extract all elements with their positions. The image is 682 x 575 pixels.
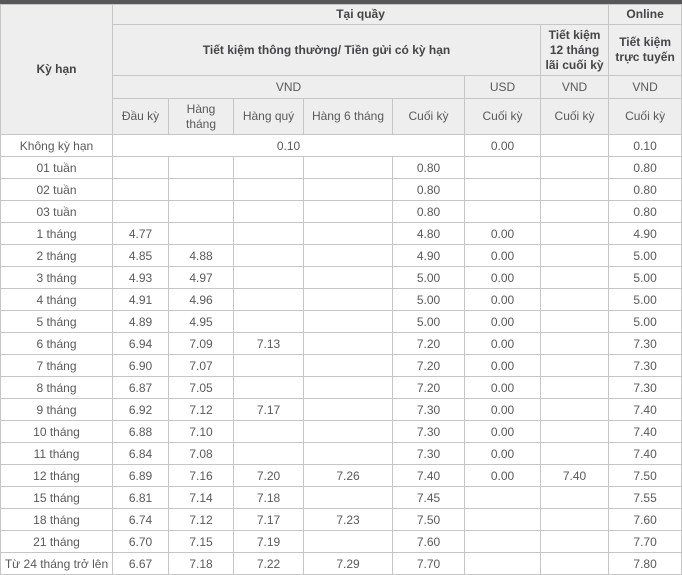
rate-cell	[234, 245, 304, 267]
rate-cell: 7.19	[234, 531, 304, 553]
rate-cell: 7.70	[393, 553, 465, 575]
rate-cell: 4.96	[169, 289, 234, 311]
rate-cell	[541, 421, 609, 443]
rate-cell: 5.00	[609, 267, 682, 289]
rate-cell: 5.00	[609, 245, 682, 267]
rate-cell	[169, 157, 234, 179]
table-row	[1, 245, 682, 267]
table-row	[1, 179, 682, 201]
term-label: 8 tháng	[1, 377, 113, 399]
rate-cell: 0.00	[465, 311, 541, 333]
table-row	[1, 509, 682, 531]
rate-cell: 6.92	[113, 399, 169, 421]
rate-cell	[465, 531, 541, 553]
rate-cell	[541, 179, 609, 201]
term-label: 1 tháng	[1, 223, 113, 245]
rate-cell: 0.00	[465, 223, 541, 245]
rate-cell: 7.40	[609, 399, 682, 421]
table-row	[1, 487, 682, 509]
rate-cell: 4.91	[113, 289, 169, 311]
rate-cell: 6.89	[113, 465, 169, 487]
rate-cell: 7.23	[304, 509, 393, 531]
rate-cell	[234, 201, 304, 223]
table-row	[1, 465, 682, 487]
table-row	[1, 333, 682, 355]
rate-cell: 7.40	[541, 465, 609, 487]
rate-cell	[541, 223, 609, 245]
currency-vnd-header: VND	[113, 76, 465, 99]
rate-cell	[234, 311, 304, 333]
rate-cell	[465, 179, 541, 201]
table-row	[1, 421, 682, 443]
table-row	[1, 311, 682, 333]
rate-cell	[304, 377, 393, 399]
rate-cell: 7.20	[393, 355, 465, 377]
rate-cell	[234, 267, 304, 289]
rate-cell	[234, 355, 304, 377]
rate-cell: 5.00	[393, 289, 465, 311]
rate-cell	[541, 509, 609, 531]
table-row	[1, 355, 682, 377]
rate-cell: 0.80	[393, 201, 465, 223]
period-6month-header: Hàng 6 tháng	[304, 99, 393, 135]
table-row	[1, 377, 682, 399]
rate-cell: 4.95	[169, 311, 234, 333]
term-label: 12 tháng	[1, 465, 113, 487]
rate-cell: 7.50	[393, 509, 465, 531]
rate-cell: 7.30	[393, 421, 465, 443]
rate-cell: 4.89	[113, 311, 169, 333]
rate-cell: 4.80	[393, 223, 465, 245]
rate-cell: 0.80	[393, 157, 465, 179]
rate-cell: 7.29	[304, 553, 393, 575]
term-label: 10 tháng	[1, 421, 113, 443]
rate-cell	[541, 487, 609, 509]
rate-cell: 7.20	[393, 333, 465, 355]
rate-cell: 7.20	[234, 465, 304, 487]
rate-cell	[234, 443, 304, 465]
interest-rate-table	[0, 4, 682, 575]
rate-cell: 7.07	[169, 355, 234, 377]
rate-cell: 7.22	[234, 553, 304, 575]
rate-cell: 0.00	[465, 267, 541, 289]
currency-vnd-12m-header: VND	[541, 76, 609, 99]
rate-cell	[304, 333, 393, 355]
rate-cell	[304, 179, 393, 201]
table-row	[1, 157, 682, 179]
table-header	[1, 5, 682, 135]
rate-cell: 5.00	[393, 267, 465, 289]
rate-cell: 0.00	[465, 245, 541, 267]
rate-cell: 7.14	[169, 487, 234, 509]
rate-cell	[234, 421, 304, 443]
term-label: 2 tháng	[1, 245, 113, 267]
rate-cell: 7.50	[609, 465, 682, 487]
rate-cell: 7.30	[393, 399, 465, 421]
product-12m-savings-header: Tiết kiệm 12 tháng lãi cuối kỳ	[541, 25, 609, 76]
rate-cell: 6.94	[113, 333, 169, 355]
rate-cell	[169, 223, 234, 245]
rate-cell	[541, 553, 609, 575]
rate-cell	[304, 443, 393, 465]
period-end-vnd-header: Cuối kỳ	[393, 99, 465, 135]
rate-cell: 7.18	[234, 487, 304, 509]
rate-cell: 6.88	[113, 421, 169, 443]
rate-cell	[541, 531, 609, 553]
term-label: 15 tháng	[1, 487, 113, 509]
rate-cell: 0.80	[609, 201, 682, 223]
rate-cell	[304, 157, 393, 179]
rate-cell: 7.10	[169, 421, 234, 443]
channel-at-counter-header: Tại quầy	[113, 5, 609, 25]
product-online-savings-header: Tiết kiệm trực tuyến	[609, 25, 682, 76]
table-row	[1, 223, 682, 245]
rate-cell: 6.90	[113, 355, 169, 377]
rate-cell: 0.00	[465, 443, 541, 465]
rate-cell: 0.00	[465, 421, 541, 443]
rate-cell: 0.00	[465, 377, 541, 399]
table-row	[1, 135, 682, 157]
rate-cell	[304, 421, 393, 443]
rate-cell: 7.30	[393, 443, 465, 465]
rate-cell	[234, 289, 304, 311]
rate-cell: 7.70	[609, 531, 682, 553]
rate-cell: 5.00	[609, 311, 682, 333]
rate-cell	[113, 157, 169, 179]
rate-cell: 6.81	[113, 487, 169, 509]
header-row-channel	[1, 5, 682, 25]
rate-cell	[465, 157, 541, 179]
rate-cell: 4.88	[169, 245, 234, 267]
rate-cell	[541, 135, 609, 157]
rate-cell: 7.80	[609, 553, 682, 575]
rate-cell	[304, 531, 393, 553]
table-row	[1, 443, 682, 465]
rate-cell: 4.77	[113, 223, 169, 245]
channel-online-header: Online	[609, 5, 682, 25]
rate-cell	[541, 355, 609, 377]
rate-cell: 0.80	[609, 157, 682, 179]
rate-cell: 7.40	[609, 443, 682, 465]
term-label: 6 tháng	[1, 333, 113, 355]
rate-cell: 0.80	[393, 179, 465, 201]
rate-cell	[304, 223, 393, 245]
rate-cell: 7.40	[393, 465, 465, 487]
rate-cell: 0.00	[465, 135, 541, 157]
table-row	[1, 553, 682, 575]
table-body	[1, 135, 682, 575]
rate-cell	[234, 179, 304, 201]
rate-cell	[169, 201, 234, 223]
rate-cell	[541, 201, 609, 223]
rate-cell: 7.20	[393, 377, 465, 399]
term-label: 5 tháng	[1, 311, 113, 333]
rate-cell	[541, 399, 609, 421]
rate-cell	[541, 333, 609, 355]
period-quarterly-header: Hàng quý	[234, 99, 304, 135]
rate-cell: 7.30	[609, 377, 682, 399]
term-label: 03 tuần	[1, 201, 113, 223]
rate-cell	[541, 245, 609, 267]
table-row	[1, 201, 682, 223]
currency-usd-header: USD	[465, 76, 541, 99]
rate-cell: 7.55	[609, 487, 682, 509]
period-start-header: Đầu kỳ	[113, 99, 169, 135]
rate-cell: 7.17	[234, 509, 304, 531]
rate-cell: 7.13	[234, 333, 304, 355]
rate-cell	[304, 289, 393, 311]
term-label: 9 tháng	[1, 399, 113, 421]
rate-cell: 6.67	[113, 553, 169, 575]
term-label: 01 tuần	[1, 157, 113, 179]
rate-cell: 7.17	[234, 399, 304, 421]
table-row	[1, 399, 682, 421]
term-label: 3 tháng	[1, 267, 113, 289]
rate-cell	[304, 399, 393, 421]
rate-cell: 6.87	[113, 377, 169, 399]
rate-cell: 7.05	[169, 377, 234, 399]
rate-cell: 7.30	[609, 333, 682, 355]
rate-cell: 4.93	[113, 267, 169, 289]
rate-cell: 5.00	[393, 311, 465, 333]
period-monthly-header: Hàng tháng	[169, 99, 234, 135]
rate-cell: 0.10	[113, 135, 465, 157]
period-end-12m-header: Cuối kỳ	[541, 99, 609, 135]
rate-cell: 6.74	[113, 509, 169, 531]
rate-cell: 7.09	[169, 333, 234, 355]
rate-cell	[465, 509, 541, 531]
rate-cell	[304, 311, 393, 333]
rate-cell	[304, 245, 393, 267]
rate-cell	[304, 267, 393, 289]
rate-cell: 7.12	[169, 399, 234, 421]
term-label: Không kỳ hạn	[1, 135, 113, 157]
rate-cell: 5.00	[609, 289, 682, 311]
rate-cell: 6.70	[113, 531, 169, 553]
rate-cell: 7.08	[169, 443, 234, 465]
rate-cell	[113, 201, 169, 223]
rate-cell: 4.97	[169, 267, 234, 289]
rate-cell	[304, 201, 393, 223]
rate-cell: 0.00	[465, 289, 541, 311]
term-label: 21 tháng	[1, 531, 113, 553]
rate-cell	[304, 355, 393, 377]
rate-cell: 0.00	[465, 333, 541, 355]
term-label: 7 tháng	[1, 355, 113, 377]
term-label: 18 tháng	[1, 509, 113, 531]
rate-cell: 7.18	[169, 553, 234, 575]
rate-cell	[234, 377, 304, 399]
product-regular-savings-header: Tiết kiệm thông thường/ Tiền gửi có kỳ hạn	[113, 25, 541, 76]
table-row	[1, 289, 682, 311]
rate-cell	[465, 201, 541, 223]
rate-cell: 0.00	[465, 465, 541, 487]
term-label: 4 tháng	[1, 289, 113, 311]
rate-cell: 7.15	[169, 531, 234, 553]
currency-vnd-online-header: VND	[609, 76, 682, 99]
rate-cell	[541, 311, 609, 333]
table-row	[1, 267, 682, 289]
period-end-online-header: Cuối kỳ	[609, 99, 682, 135]
rate-cell: 7.45	[393, 487, 465, 509]
term-label: 11 tháng	[1, 443, 113, 465]
rate-cell	[304, 487, 393, 509]
term-label: 02 tuần	[1, 179, 113, 201]
period-end-usd-header: Cuối kỳ	[465, 99, 541, 135]
rate-cell	[169, 179, 234, 201]
rate-cell: 0.80	[609, 179, 682, 201]
rate-cell	[113, 179, 169, 201]
rate-cell: 0.00	[465, 355, 541, 377]
rate-cell	[234, 157, 304, 179]
rate-cell	[541, 157, 609, 179]
rate-cell: 0.00	[465, 399, 541, 421]
rate-cell	[541, 267, 609, 289]
term-label: Từ 24 tháng trở lên	[1, 553, 113, 575]
rate-cell: 7.16	[169, 465, 234, 487]
rate-cell: 7.60	[609, 509, 682, 531]
term-column-header: Kỳ hạn	[1, 5, 113, 135]
rate-cell: 7.40	[609, 421, 682, 443]
rate-cell	[541, 443, 609, 465]
rate-cell: 6.84	[113, 443, 169, 465]
rate-cell	[465, 487, 541, 509]
rate-cell: 4.85	[113, 245, 169, 267]
rate-cell	[234, 223, 304, 245]
rate-cell	[541, 289, 609, 311]
rate-cell: 7.30	[609, 355, 682, 377]
rate-cell: 7.12	[169, 509, 234, 531]
rate-cell: 4.90	[393, 245, 465, 267]
rate-cell: 7.26	[304, 465, 393, 487]
rate-cell	[541, 377, 609, 399]
rate-cell: 7.60	[393, 531, 465, 553]
rate-cell: 0.10	[609, 135, 682, 157]
table-row	[1, 531, 682, 553]
rate-cell	[465, 553, 541, 575]
rate-cell: 4.90	[609, 223, 682, 245]
